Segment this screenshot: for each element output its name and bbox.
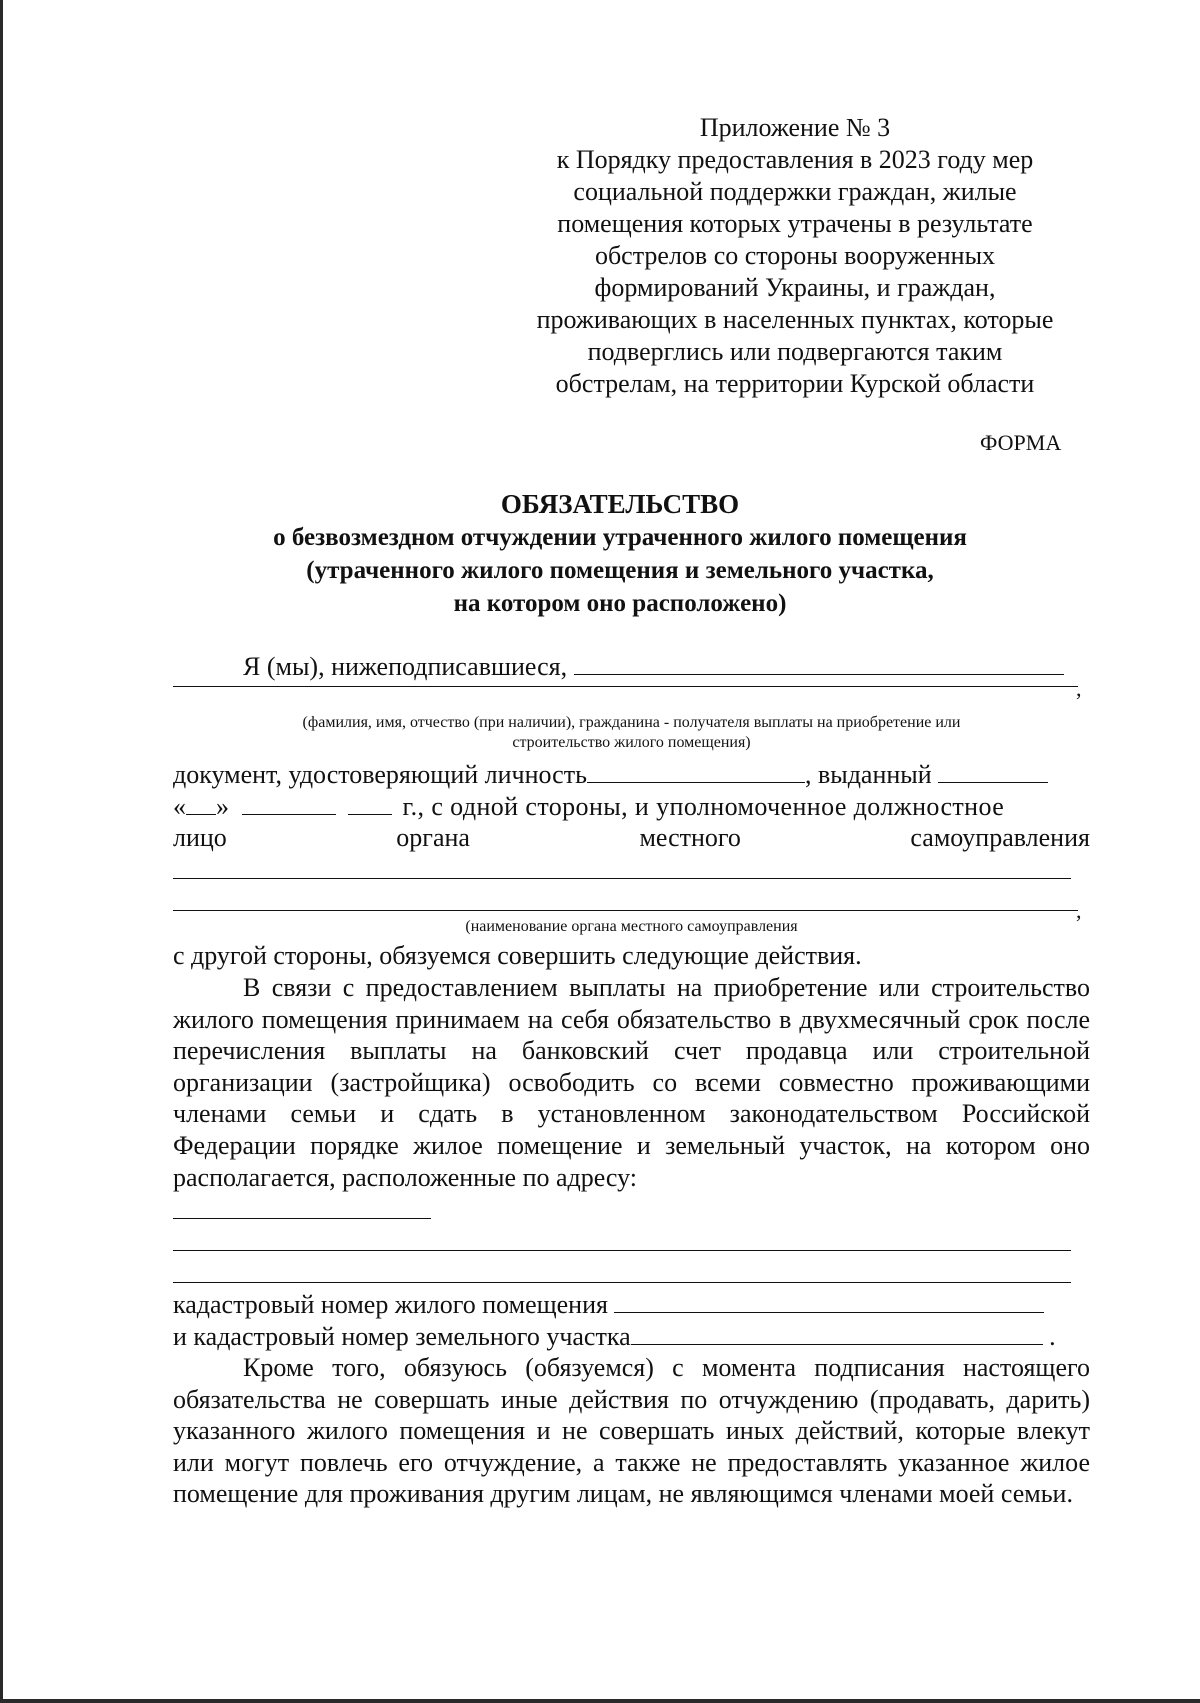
issued-label: , выданный [804,760,932,789]
annex-line: подверглись или подвергаются таким [587,337,1003,366]
cadastral-dwelling-row [173,1288,1044,1321]
year-field[interactable] [348,790,392,815]
comma: , [1076,676,1082,701]
official-word: местного [639,823,741,852]
cadastral-dwelling-field[interactable] [614,1288,1044,1313]
address-field-3[interactable] [173,1282,1071,1283]
cadastral-dwelling-label: кадастровый номер жилого помещения [173,1290,608,1319]
official-word: лицо [173,823,227,852]
annex-header [510,112,1080,400]
caption-line: (фамилия, имя, отчество (при наличии), гражданина - получателя выплаты на приобретение или [302,714,961,731]
additional-text: Кроме того, обязуюсь (обязуемся) с момента подписания настоящего обязательства не совершать иные действия по отчуждению (продавать, дарить) указанного жилого помещения и не совершать иных действий, которые влекут или могут повлечь его отчуждение, а также не предоставлять указанное жилое помещение для проживания другим лицам, не являющимся членами моей семьи. [173,1353,1090,1509]
date-row [173,790,1090,823]
lsg-caption: (наименование органа местного самоуправления [465,918,798,935]
signers-name-field-line2[interactable] [173,686,1078,687]
quote-open: « [173,792,186,821]
cadastral-land-label: и кадастровый номер земельного участка [173,1322,631,1351]
annex-line: обстрелам, на территории Курской области [555,369,1035,398]
other-side-text: с другой стороны, обязуемся совершить следующие действия. [173,941,862,970]
official-word: самоуправления [910,823,1090,852]
period: . [1049,1322,1056,1351]
id-document-row [173,758,1048,791]
obligation-text: В связи с предоставлением выплаты на приобретение или строительство жилого помещения принимаем на себя обязательство в двухмесячный срок после перечисления выплаты на банковский счет продавца или строительной организации (застройщика) освободить со всеми совместно проживающими членами семьи и сдать в установленном законодательством Российской Федерации порядке жилое помещение и земельный участок, на котором оно располагается, расположенные по адресу: [173,973,1090,1192]
annex-line: к Порядку предоставления в 2023 году мер [556,145,1034,174]
obligation-paragraph [173,972,1090,1193]
citizen-caption [173,713,1090,753]
title-line: (утраченного жилого помещения и земельного участка, [306,557,934,584]
document-title [170,488,1070,620]
address-field-2[interactable] [173,1250,1071,1251]
lsg-name-field-2[interactable] [173,910,1078,911]
date-rest-text: г., с одной стороны, и уполномоченное должностное [402,792,1005,821]
issued-by-field[interactable] [938,758,1048,783]
signers-name-field[interactable] [574,650,1064,675]
address-field-1[interactable] [173,1218,431,1219]
annex-line: проживающих в населенных пунктах, которые [536,305,1054,334]
title-line: ОБЯЗАТЕЛЬСТВО [500,489,740,519]
official-row [173,822,1090,854]
month-field[interactable] [242,790,336,815]
official-word: органа [396,823,470,852]
id-document-field[interactable] [587,758,805,783]
id-doc-label: документ, удостоверяющий личность [173,760,587,789]
quote-close: » [216,792,229,821]
caption-line: строительство жилого помещения) [512,734,751,751]
lsg-name-field-1[interactable] [173,878,1071,879]
annex-line: Приложение № 3 [699,113,891,142]
day-field[interactable] [186,790,216,815]
cadastral-land-row [173,1320,1056,1353]
additional-paragraph [173,1352,1090,1510]
annex-line: формирований Украины, и граждан, [594,273,996,302]
annex-line: обстрелов со стороны вооруженных [594,241,996,270]
signers-row [243,650,1064,683]
title-line: о безвозмездном отчуждении утраченного жилого помещения [273,524,967,551]
form-label: ФОРМА [980,430,1062,455]
title-line: на котором оно расположено) [453,590,787,617]
signers-label: Я (мы), нижеподписавшиеся, [243,652,568,681]
cadastral-land-field[interactable] [631,1320,1043,1345]
comma: , [1076,898,1082,923]
annex-line: социальной поддержки граждан, жилые [573,177,1017,206]
annex-line: помещения которых утрачены в результате [557,209,1033,238]
